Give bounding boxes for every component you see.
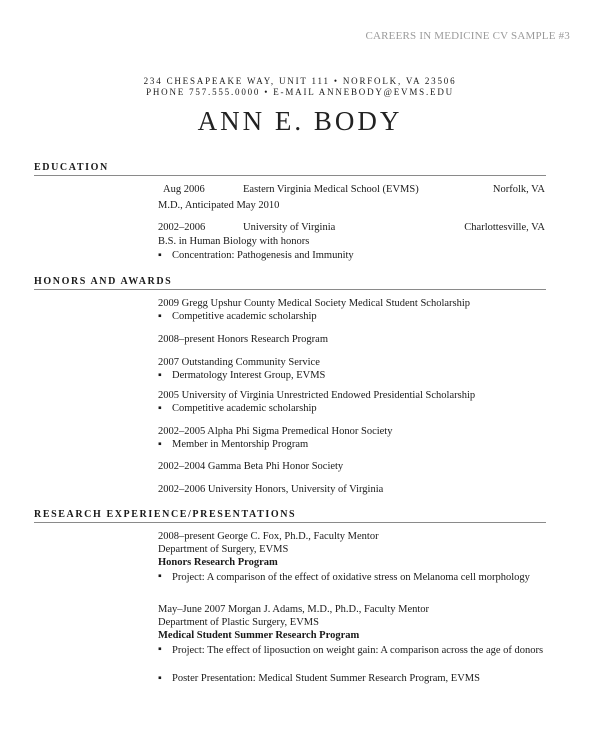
education-school: Eastern Virginia Medical School (EVMS) [243,184,419,195]
research-mentor-line: 2008–present George C. Fox, Ph.D., Faculty Mentor [158,531,379,542]
list-item-text: Poster Presentation: Medical Student Summer Research Program, EVMS [172,673,480,684]
research-program: Medical Student Summer Research Program [158,630,360,641]
bullet-icon: ▪ [158,439,162,450]
list-item [158,571,172,582]
education-location: Norfolk, VA [492,184,545,195]
section-divider [34,175,546,176]
research-department: Department of Surgery, EVMS [158,544,289,555]
section-title-honors: HONORS AND AWARDS [34,276,173,287]
section-divider [34,522,546,523]
honor-item: 2008–present Honors Research Program [158,334,328,345]
bullet-icon: ▪ [158,370,162,381]
honor-item: 2002–2006 University Honors, University of Virginia [158,484,384,495]
honor-item: 2002–2004 Gamma Beta Phi Honor Society [158,461,344,472]
education-date: Aug 2006 [163,184,205,195]
list-item-text: Project: A comparison of the effect of oxidative stress on Melanoma cell morphology [172,572,530,583]
bullet-icon: ▪ [158,250,162,261]
list-item-text: Concentration: Pathogenesis and Immunity [172,250,354,261]
section-divider [34,289,546,290]
bullet-icon: ▪ [158,403,162,414]
list-item-text: Member in Mentorship Program [172,439,309,450]
honor-item: 2009 Gregg Upshur County Medical Society Medical Student Scholarship [158,298,471,309]
list-item-text: Competitive academic scholarship [172,311,317,322]
research-program: Honors Research Program [158,557,278,568]
bullet-icon: ▪ [158,673,162,684]
education-location: Charlottesville, VA [464,222,545,233]
list-item [158,370,325,381]
honor-item: 2002–2005 Alpha Phi Sigma Premedical Honor Society [158,426,393,437]
list-item-text: Competitive academic scholarship [172,403,317,414]
page-header-label: CAREERS IN MEDICINE CV SAMPLE #3 [365,30,570,42]
research-mentor-line: May–June 2007 Morgan J. Adams, M.D., Ph.D., Faculty Mentor [158,604,430,615]
list-item [158,673,480,684]
honor-item: 2007 Outstanding Community Service [158,357,320,368]
list-item [158,644,172,655]
list-item [158,250,354,261]
education-date: 2002–2006 [158,222,206,233]
section-title-education: EDUCATION [34,162,109,173]
bullet-icon: ▪ [158,571,162,582]
list-item [158,311,317,322]
education-degree: B.S. in Human Biology with honors [158,236,310,247]
candidate-name: ANN E. BODY [197,106,403,136]
education-degree: M.D., Anticipated May 2010 [158,200,280,211]
list-item [158,403,317,414]
list-item-text: Dermatology Interest Group, EVMS [172,370,326,381]
bullet-icon: ▪ [158,311,162,322]
list-item [158,439,308,450]
list-item-text: Project: The effect of liposuction on weight gain: A comparison across the age of donors [172,645,544,656]
section-title-research: RESEARCH EXPERIENCE/PRESENTATIONS [34,509,297,520]
research-department: Department of Plastic Surgery, EVMS [158,617,319,628]
education-school: University of Virginia [243,222,336,233]
contact-line: PHONE 757.555.0000 • E-MAIL ANNEBODY@EVMS.EDU [146,87,454,97]
bullet-icon: ▪ [158,644,162,655]
address-line: 234 CHESAPEAKE WAY, UNIT 111 • NORFOLK, VA 23506 [143,76,457,86]
honor-item: 2005 University of Virginia Unrestricted Endowed Presidential Scholarship [158,390,476,401]
